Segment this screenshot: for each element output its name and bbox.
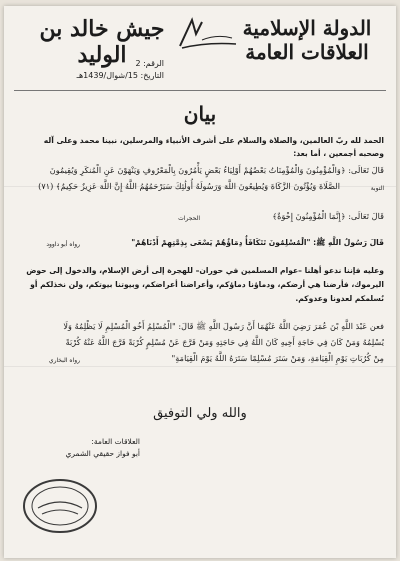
hadith-2-line-2: يُسْلِمُهُ وَمَنْ كَانَ فِي حَاجَةِ أَخِيهِ كَانَ اللَّهُ فِي حَاجَتِهِ وَمَنْ فَرَّجَ عَنْ مُسْلِمٍ كُرْبَةً فَرَّجَ اللَّهُ عَنْهُ كُرْبَةً: [65, 337, 384, 347]
document-date: التاريخ: 15/شوال/1439هـ: [76, 71, 164, 80]
body-line-3: نُسلمكم لعدونا وعدوكم.: [295, 294, 384, 303]
hadith-1: قَالَ رَسُولُ اللَّهِ ﷺ: "الْمُسْلِمُونَ تَتَكَافَأُ دِمَاؤُهُمْ يَسْعَى بِذِمَّتِهِمْ أَدْنَاهُمْ": [131, 238, 384, 247]
verse-1-line-2: الصَّلَاةَ وَيُؤْتُونَ الزَّكَاةَ وَيُطِيعُونَ اللَّهَ وَرَسُولَهُ أُولَٰئِكَ سَيَرْحَمُهُمُ اللَّهُ إِنَّ اللَّهَ عَزِيزٌ حَكِيمٌ﴾ (٧١): [38, 181, 340, 191]
hadith-2-line-1: فعن عَبْدَ اللَّهِ بْنَ عُمَرَ رَضِيَ اللَّهُ عَنْهُمَا أَنَّ رَسُولَ اللَّهِ ﷺ قَالَ: "الْمُسْلِمُ أَخُو الْمُسْلِمِ لَا يَظْلِمُهُ وَلَا: [63, 321, 384, 331]
signature-block: [20, 436, 140, 460]
hadith-2-source: رواه البخاري: [48, 357, 80, 364]
army-name: جيش خالد بن الوليد: [39, 16, 165, 68]
document-page: [4, 6, 396, 558]
org-header: [232, 16, 382, 64]
verse-1-line-1: قَالَ تَعَالَى: ﴿وَالْمُؤْمِنُونَ وَالْمُؤْمِنَاتُ بَعْضُهُمْ أَوْلِيَاءُ بَعْضٍ يَأْمُرُونَ بِالْمَعْرُوفِ وَيَنْهَوْنَ عَنِ الْمُنكَرِ وَيُقِيمُونَ: [49, 165, 384, 175]
opening-line: الحمد لله ربّ العالمين، والصلاة والسلام على أشرف الأنبياء والمرسلين، نبينا محمد وعلى آله وصحبه أجمعين ، أما بعد:: [43, 136, 384, 158]
document-meta: [14, 58, 164, 82]
document-title: بيان: [183, 102, 217, 126]
department-name: العلاقات العامة: [245, 40, 369, 64]
signature-name: أبو فواز حقيقي الشمري: [65, 449, 140, 458]
verse-2: قَالَ تَعَالَى: ﴿إِنَّمَا الْمُؤْمِنُونَ إِخْوَةٌ﴾: [272, 211, 384, 221]
header-divider: [14, 90, 386, 91]
closing-phrase: والله ولي التوفيق: [153, 406, 247, 421]
body-line-2: اليرموك، فأرضنا هي أرضكم، ودماؤنا دماؤكم، وأعراضنا أعراضكم، وبيوتنا بيوتكم، ولن نخذلكم أو: [30, 280, 384, 289]
body-line-1: وعليه فإننا ندعو أهلنا –عوام المسلمين في حوران– للهجرة إلى أرض الإسلام، والدخول إلى حوض: [26, 266, 384, 275]
hadith-2-line-3: مِنْ كُرُبَاتِ يَوْمِ الْقِيَامَةِ، وَمَنْ سَتَرَ مُسْلِمًا سَتَرَهُ اللَّهُ يَوْمَ الْقِيَامَةِ": [171, 353, 384, 363]
official-stamp-icon: [20, 476, 100, 536]
verse-1-source: التوبة: [370, 185, 384, 192]
verse-2-source: الحجرات: [178, 215, 200, 222]
org-name: الدولة الإسلامية: [242, 16, 372, 40]
signature-office: العلاقات العامة:: [91, 437, 140, 446]
hadith-1-source: رواه أبو داوود: [46, 241, 80, 248]
document-number: الرقم: 2: [135, 59, 164, 68]
